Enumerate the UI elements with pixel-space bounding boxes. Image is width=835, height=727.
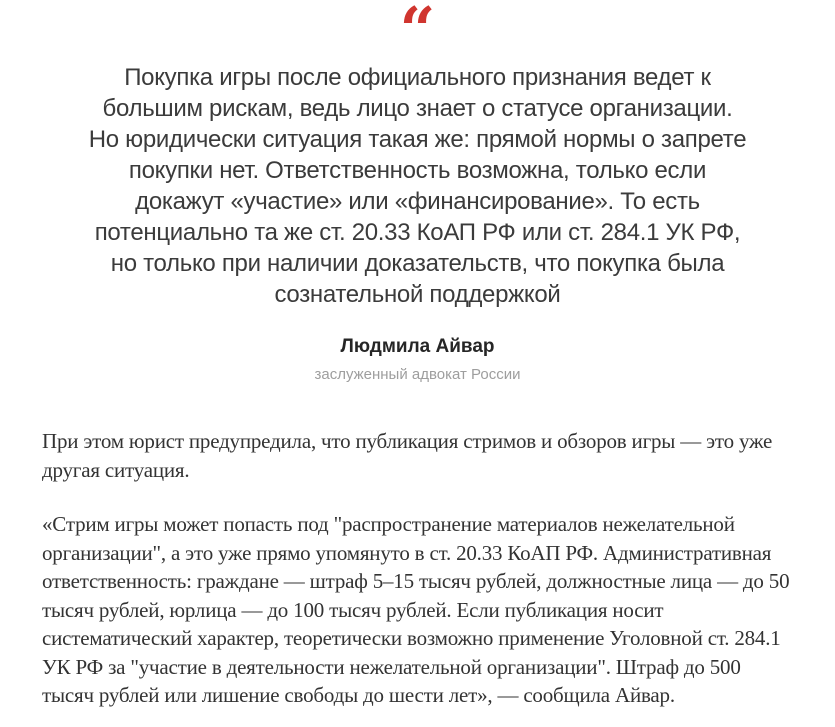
quote-icon: “ xyxy=(399,0,436,66)
article-body xyxy=(42,427,795,710)
quote-author-title: заслуженный адвокат России xyxy=(314,366,521,383)
quote-text: Покупка игры после официального признания ведет к большим рискам, ведь лицо знает о статусе организации. Но юридически ситуация такая же: прямой нормы о запрете покупки нет. Ответственность возможна, только если докажут «участие» или «финансирование». То есть потенциально та же ст. 20.33 КоАП РФ или ст. 284.1 УК РФ, но только при наличии доказательств, что покупка была сознательной поддержкой xyxy=(88,64,747,308)
quote-author-name: Людмила Айвар xyxy=(340,336,495,357)
article-paragraph: При этом юрист предупредила, что публикация стримов и обзоров игры — это уже другая ситуация. xyxy=(42,429,773,482)
article-paragraph: «Стрим игры может попасть под "распространение материалов нежелательной организации", а это уже прямо упомянуто в ст. 20.33 КоАП РФ. Административная ответственность: граждане — штраф 5–15 тысяч рублей, должностные лица — до 50 тысяч рублей, юрлица — до 100 тысяч рублей. Если публикация носит систематический характер, теоретически возможно применение Уголовной ст. 284.1 УК РФ за "участие в деятельности нежелательной организации". Штраф до 500 тысяч рублей или лишение свободы до шести лет», — сообщила Айвар. xyxy=(42,512,790,707)
